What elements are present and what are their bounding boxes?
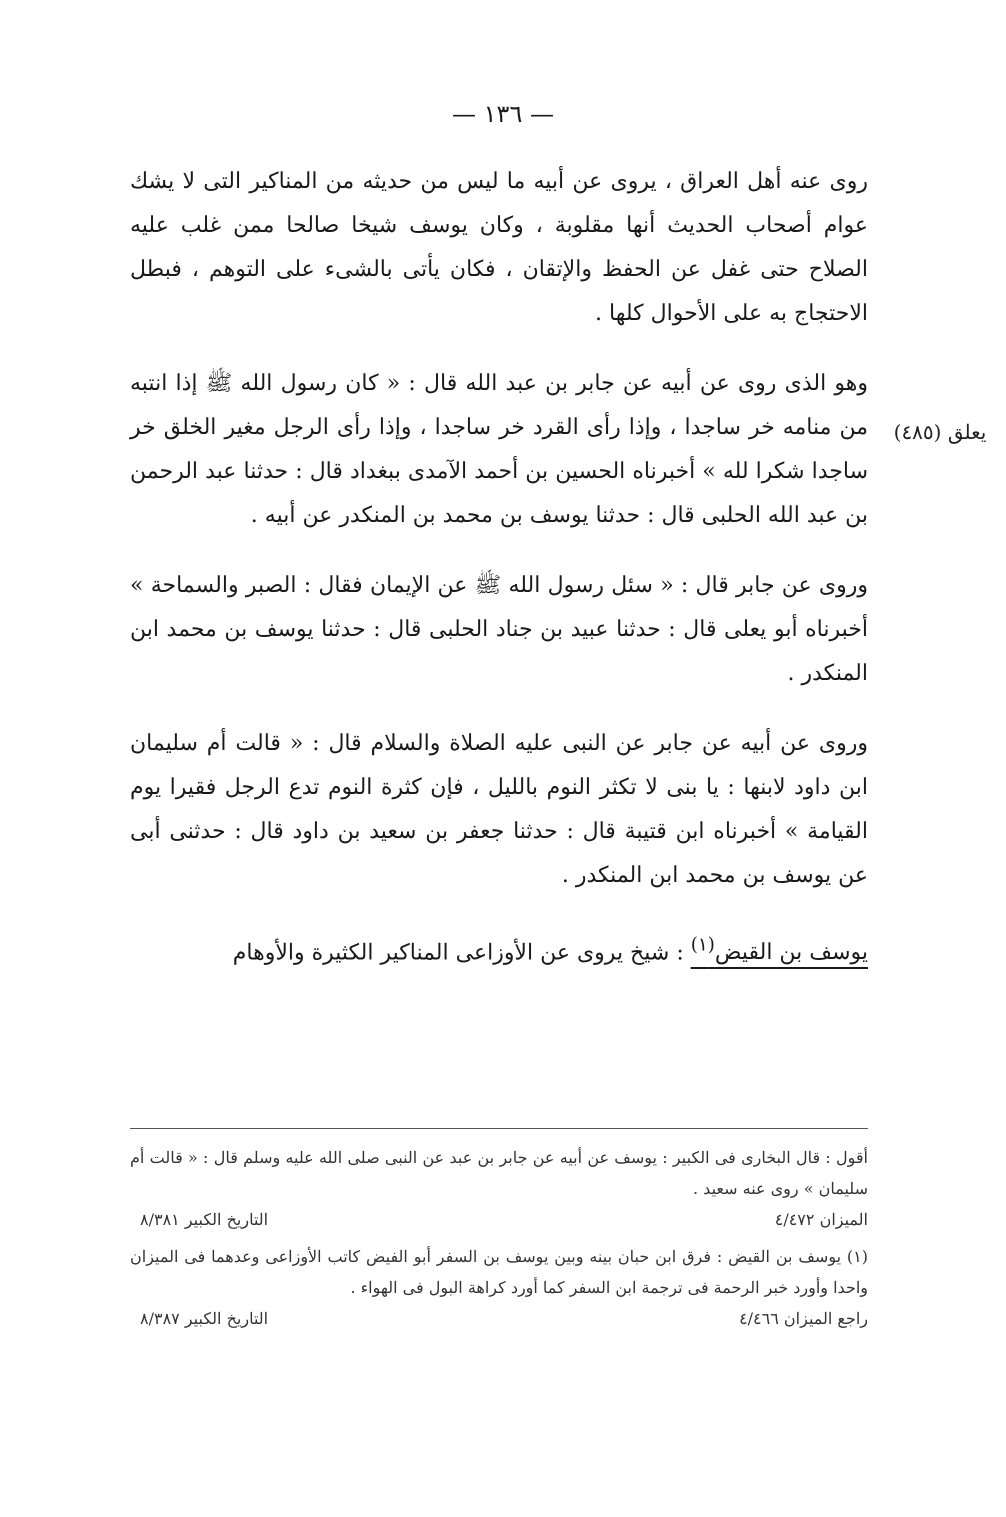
footnote-marker: (١): [690, 935, 715, 956]
footnotes: [130, 1142, 868, 1334]
footnote-a-cite-2: التاريخ الكبير ٨/٣٨١: [140, 1210, 269, 1229]
footnote-1-cite-2: التاريخ الكبير ٨/٣٨٧: [140, 1309, 269, 1328]
paragraph-3: وروى عن جابر قال : « سئل رسول الله ﷺ عن الإيمان فقال : الصبر والسماحة » أخبرناه أبو يعلى قال : حدثنا عبيد بن جناد الحلبى قال : حدثنا يوسف بن محمد ابن المنكدر .: [130, 573, 868, 686]
footnote-1-text: (١) يوسف بن القيض : فرق ابن حبان بينه وبين يوسف بن السفر أبو الفيض كاتب الأوزاعى وعدهما فى الميزان واحدا وأورد خبر الرحمة فى ترجمة ابن السفر كما أورد كراهة البول فى الهواء .: [130, 1247, 868, 1297]
paragraph-1: روى عنه أهل العراق ، يروى عن أبيه ما ليس من حديثه من المناكير التى لا يشك عوام أصحاب الحديث أنها مقلوبة ، وكان يوسف شيخا صالحا ممن غلب عليه الصلاح حتى غفل عن الحفظ والإتقان ، فكان يأتى بالشىء على التوهم ، فبطل الاحتجاج به على الأحوال كلها .: [130, 169, 868, 326]
main-text: [130, 160, 868, 975]
entry-name-text: يوسف بن القيض: [714, 940, 868, 966]
footnote-rule: [130, 1128, 868, 1129]
entry-text: : شيخ يروى عن الأوزاعى المناكير الكثيرة والأوهام: [232, 940, 684, 966]
footnote-a-citations: [130, 1204, 868, 1235]
margin-note: يعلق (٤٨٥): [893, 420, 987, 444]
footnote-1-cite-1: راجع الميزان ٤/٤٦٦: [739, 1309, 868, 1328]
paragraph-5: [130, 924, 868, 975]
footnote-a-cite-1: الميزان ٤/٤٧٢: [774, 1210, 868, 1229]
entry-name: [690, 935, 868, 966]
paragraph-2: وهو الذى روى عن أبيه عن جابر بن عبد الله قال : « كان رسول الله ﷺ إذا انتبه من منامه خر ساجدا ، وإذا رأى القرد خر ساجدا ، وإذا رأى الرجل مغير الخلق خر ساجدا شكرا لله » أخبرناه الحسين بن أحمد الآمدى ببغداد قال : حدثنا عبد الرحمن بن عبد الله الحلبى قال : حدثنا يوسف بن محمد بن المنكدر عن أبيه .: [130, 371, 868, 528]
footnote-a-text: أقول : قال البخارى فى الكبير : يوسف عن أبيه عن جابر بن عبد عن النبى صلى الله عليه وسلم قال : « قالت أم سليمان » روى عنه سعيد .: [130, 1148, 868, 1198]
paragraph-4: وروى عن أبيه عن جابر عن النبى عليه الصلاة والسلام قال : « قالت أم سليمان ابن داود لابنها : يا بنى لا تكثر النوم بالليل ، فإن كثرة النوم تدع الرجل فقيرا يوم القيامة » أخبرناه ابن قتيبة قال : حدثنا جعفر بن سعيد بن داود قال : حدثنى أبى عن يوسف بن محمد ابن المنكدر .: [130, 731, 868, 888]
footnote-1-citations: [130, 1303, 868, 1334]
page-number: — ١٣٦ —: [452, 100, 554, 128]
